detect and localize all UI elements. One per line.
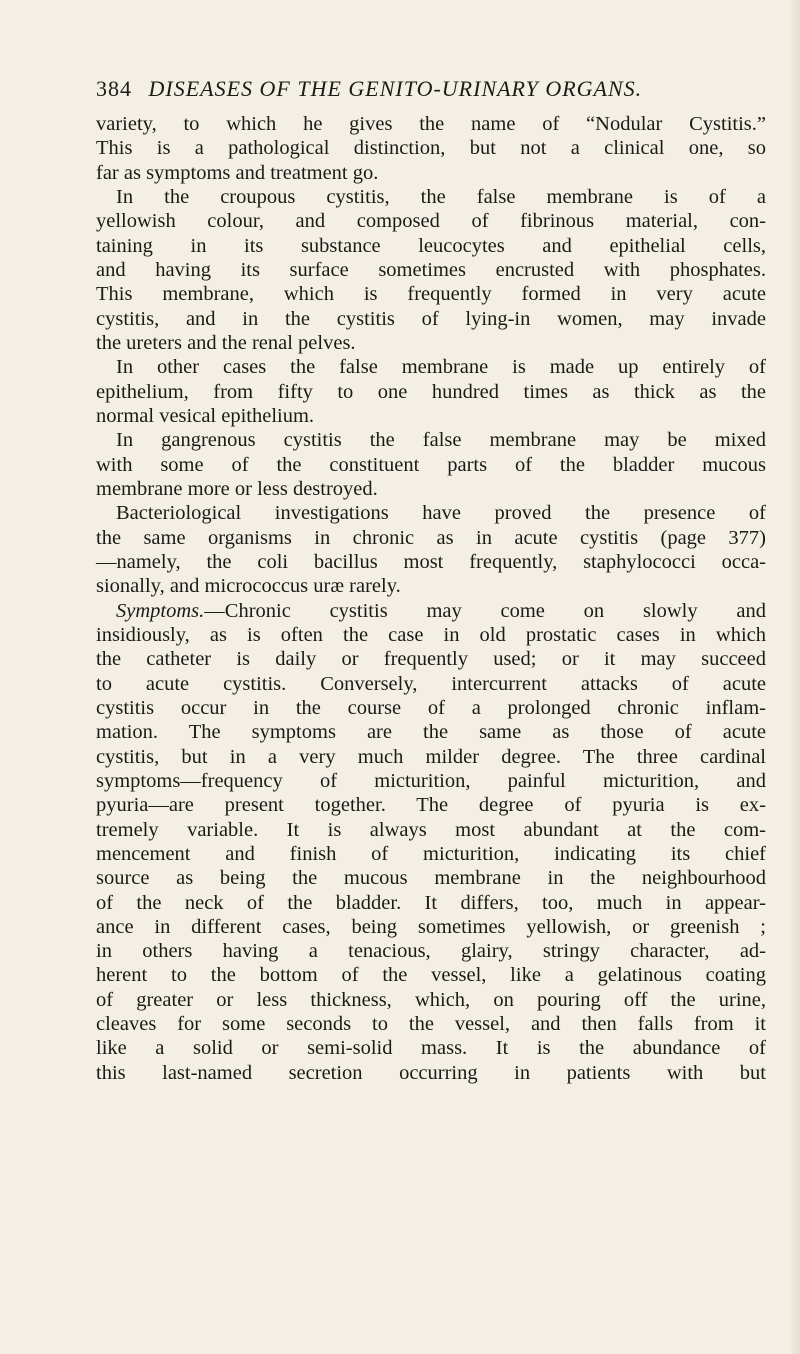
text-line: epithelium, from fifty to one hundred times as thick as the [96,380,766,403]
text-line: sionally, and micrococcus uræ rarely. [96,575,401,598]
text-line: taining in its substance leucocytes and epithelial cells, [96,234,766,257]
text-line: this last-named secretion occurring in patients with but [96,1061,766,1084]
text-line: insidiously, as is often the case in old prostatic cases in which [96,623,766,646]
text-line: of greater or less thickness, which, on pouring off the urine, [96,988,766,1011]
text-line: mation. The symptoms are the same as those of acute [96,721,766,744]
text-line: symptoms—frequency of micturition, painful micturition, and [96,769,766,792]
running-head [96,76,642,102]
text-line: tremely variable. It is always most abundant at the com- [96,818,766,841]
page-edge [790,0,800,1354]
text-line: cystitis occur in the course of a prolonged chronic inflam- [96,696,766,719]
text-line: and having its surface sometimes encrusted with phosphates. [96,258,766,281]
text-line: In gangrenous cystitis the false membrane may be mixed [116,429,766,452]
section-lead-italic: Symptoms. [116,599,205,622]
text-line: In the croupous cystitis, the false membrane is of a [116,185,766,208]
text-line: Bacteriological investigations have proved the presence of [116,502,766,525]
text-line: in others having a tenacious, glairy, stringy character, ad- [96,940,766,963]
text-line: This is a pathological distinction, but not a clinical one, so [96,137,766,160]
text-line: cystitis, and in the cystitis of lying-in women, may invade [96,307,766,330]
text-line: normal vesical epithelium. [96,404,315,427]
text-line: yellowish colour, and composed of fibrinous material, con- [96,210,766,233]
text-line: like a solid or semi-solid mass. It is the abundance of [96,1037,766,1060]
text-line: variety, to which he gives the name of “Nodular Cystitis.” [96,113,766,135]
text-line: mencement and finish of micturition, indicating its chief [96,842,766,865]
text-line: cystitis, but in a very much milder degree. The three cardinal [96,745,766,768]
text-line: pyuria—are present together. The degree of pyuria is ex- [96,794,766,817]
text-line: In other cases the false membrane is made up entirely of [116,356,766,379]
text-line: to acute cystitis. Conversely, intercurrent attacks of acute [96,672,766,695]
text-line: of the neck of the bladder. It differs, too, much in appear- [96,891,766,914]
text-line: the same organisms in chronic as in acute cystitis (page 377) [96,526,766,549]
text-line: —namely, the coli bacillus most frequently, staphylococci occa- [96,550,766,573]
text-line: with some of the constituent parts of the bladder mucous [96,453,766,476]
running-head-title: DISEASES OF THE GENITO-URINARY ORGANS. [148,76,643,101]
text-line: the catheter is daily or frequently used; or it may succeed [96,648,766,671]
text-line: herent to the bottom of the vessel, like a gelatinous coating [96,964,766,987]
text-line: cleaves for some seconds to the vessel, and then falls from it [96,1013,766,1036]
page-number: 384 [96,76,132,101]
text-line: the ureters and the renal pelves. [96,331,356,354]
text-line: source as being the mucous membrane in the neighbourhood [96,867,766,890]
text-line: membrane more or less destroyed. [96,477,378,500]
text-line-symptoms [96,599,766,623]
section-lead-text: —Chronic cystitis may come on slowly and [204,599,766,622]
text-line: far as symptoms and treatment go. [96,161,379,184]
text-line: This membrane, which is frequently formed in very acute [96,283,766,306]
body-text [96,112,766,1085]
text-line: ance in different cases, being sometimes yellowish, or greenish ; [96,915,766,938]
